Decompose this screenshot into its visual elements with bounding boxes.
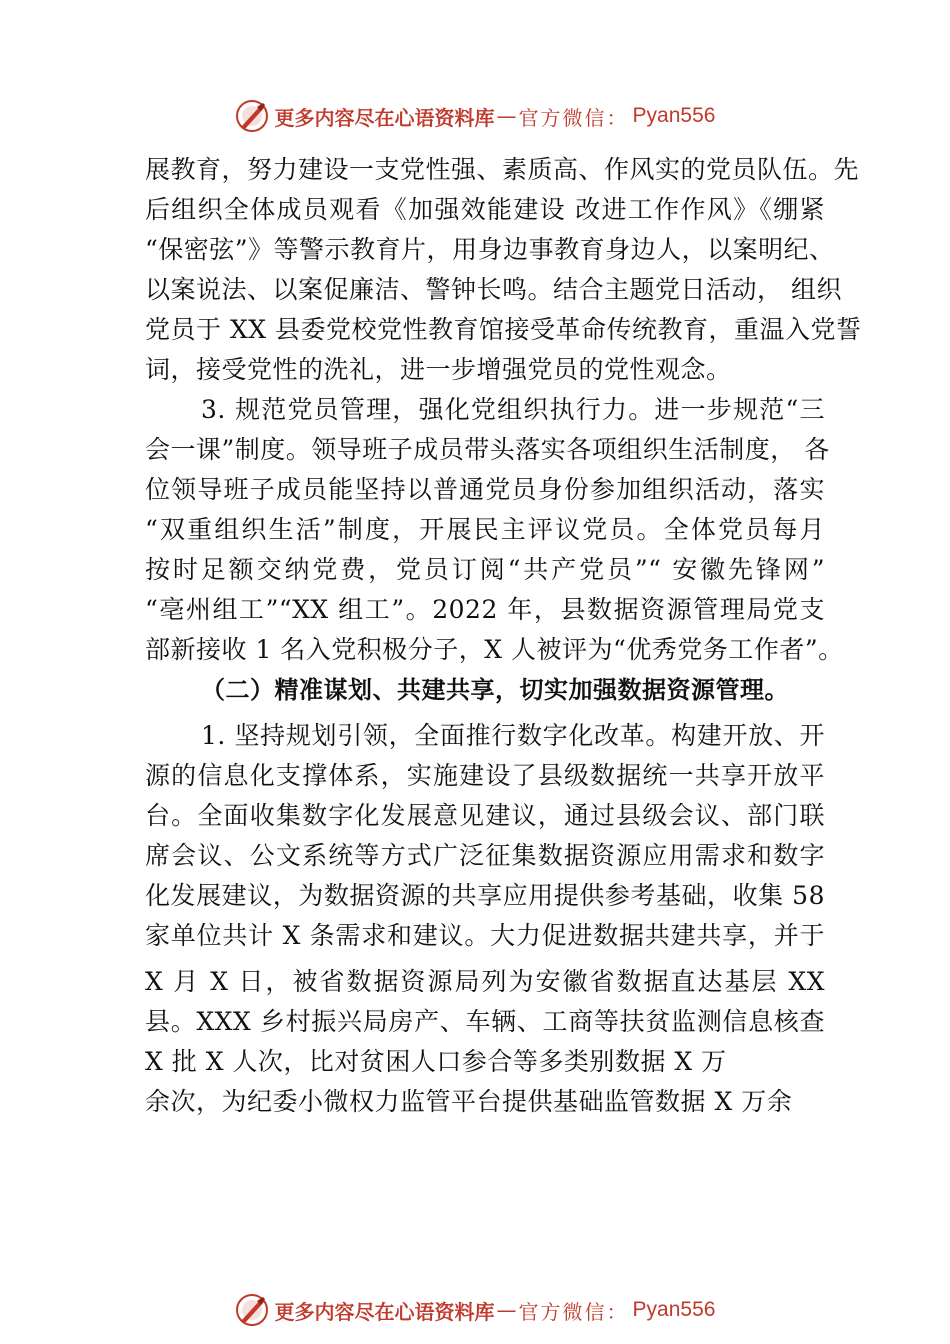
- body-line: 以案说法、以案促廉洁、警钟长鸣。结合主题党日活动， 组织: [145, 275, 842, 304]
- body-line: 按时足额交纳党费，党员订阅“共产党员”“ 安徽先锋网”: [145, 555, 825, 584]
- section-heading: （二）精准谋划、共建共享，切实加强数据资源管理。: [201, 676, 789, 704]
- header-watermark-banner: [0, 96, 950, 136]
- body-line: 后组织全体成员观看《加强效能建设 改进工作作风》《绷紧: [145, 195, 825, 224]
- quill-logo-icon: [235, 99, 269, 133]
- body-line: 家单位共计 X 条需求和建议。大力促进数据共建共享，并于: [145, 921, 825, 950]
- header-wechat-id: Pyan556: [632, 104, 716, 127]
- footer-wechat-id: Pyan556: [632, 1298, 716, 1321]
- body-line: “双重组织生活”制度，开展民主评议党员。全体党员每月: [145, 515, 825, 544]
- footer-brand-text: 更多内容尽在心语资料库: [274, 1299, 495, 1324]
- section-item-3: 3. 规范党员管理，强化党组织执行力。进一步规范“三: [201, 395, 825, 424]
- body-line: 部新接收 1 名入党积极分子，X 人被评为“优秀党务工作者”。: [145, 635, 844, 664]
- body-line: 源的信息化支撑体系，实施建设了县级数据统一共享开放平: [145, 761, 825, 790]
- header-brand-text: 更多内容尽在心语资料库: [274, 105, 495, 130]
- section-item-1: 1. 坚持规划引领，全面推行数字化改革。构建开放、开: [201, 721, 825, 750]
- body-line: 党员于 XX 县委党校党性教育馆接受革命传统教育，重温入党誓: [145, 315, 862, 344]
- footer-wechat-label: 官方微信：: [518, 1299, 629, 1324]
- body-line: 席会议、公文系统等方式广泛征集数据资源应用需求和数字: [145, 841, 825, 870]
- body-line: 词，接受党性的洗礼，进一步增强党员的党性观念。: [145, 355, 732, 384]
- document-body: [145, 150, 862, 1122]
- header-dash: —: [496, 104, 517, 128]
- body-line: 台。全面收集数字化发展意见建议，通过县级会议、部门联: [145, 801, 825, 830]
- body-line: 位领导班子成员能坚持以普通党员身份参加组织活动，落实: [145, 475, 825, 504]
- body-line: “亳州组工”“XX 组工”。2022 年，县数据资源管理局党支: [145, 595, 825, 624]
- body-line: X 批 X 人次，比对贫困人口参合等多类别数据 X 万: [145, 1047, 727, 1076]
- body-line: 县。XXX 乡村振兴局房产、车辆、工商等扶贫监测信息核查: [145, 1007, 825, 1036]
- header-wechat-label: 官方微信：: [518, 105, 629, 130]
- body-line: X 月 X 日，被省数据资源局列为安徽省数据直达基层 XX: [145, 967, 825, 996]
- footer-dash: —: [496, 1298, 517, 1322]
- quill-logo-icon: [235, 1293, 269, 1327]
- body-line: 化发展建议，为数据资源的共享应用提供参考基础，收集 58: [145, 881, 825, 910]
- body-line: 会一课”制度。领导班子成员带头落实各项组织生活制度， 各: [145, 435, 830, 464]
- body-line: “保密弦”》等警示教育片，用身边事教育身边人，以案明纪、: [145, 235, 835, 264]
- body-line: 展教育，努力建设一支党性强、素质高、作风实的党员队伍。先: [145, 155, 860, 184]
- body-line: 余次，为纪委小微权力监管平台提供基础监管数据 X 万余: [145, 1087, 793, 1116]
- footer-watermark-banner: [0, 1290, 950, 1330]
